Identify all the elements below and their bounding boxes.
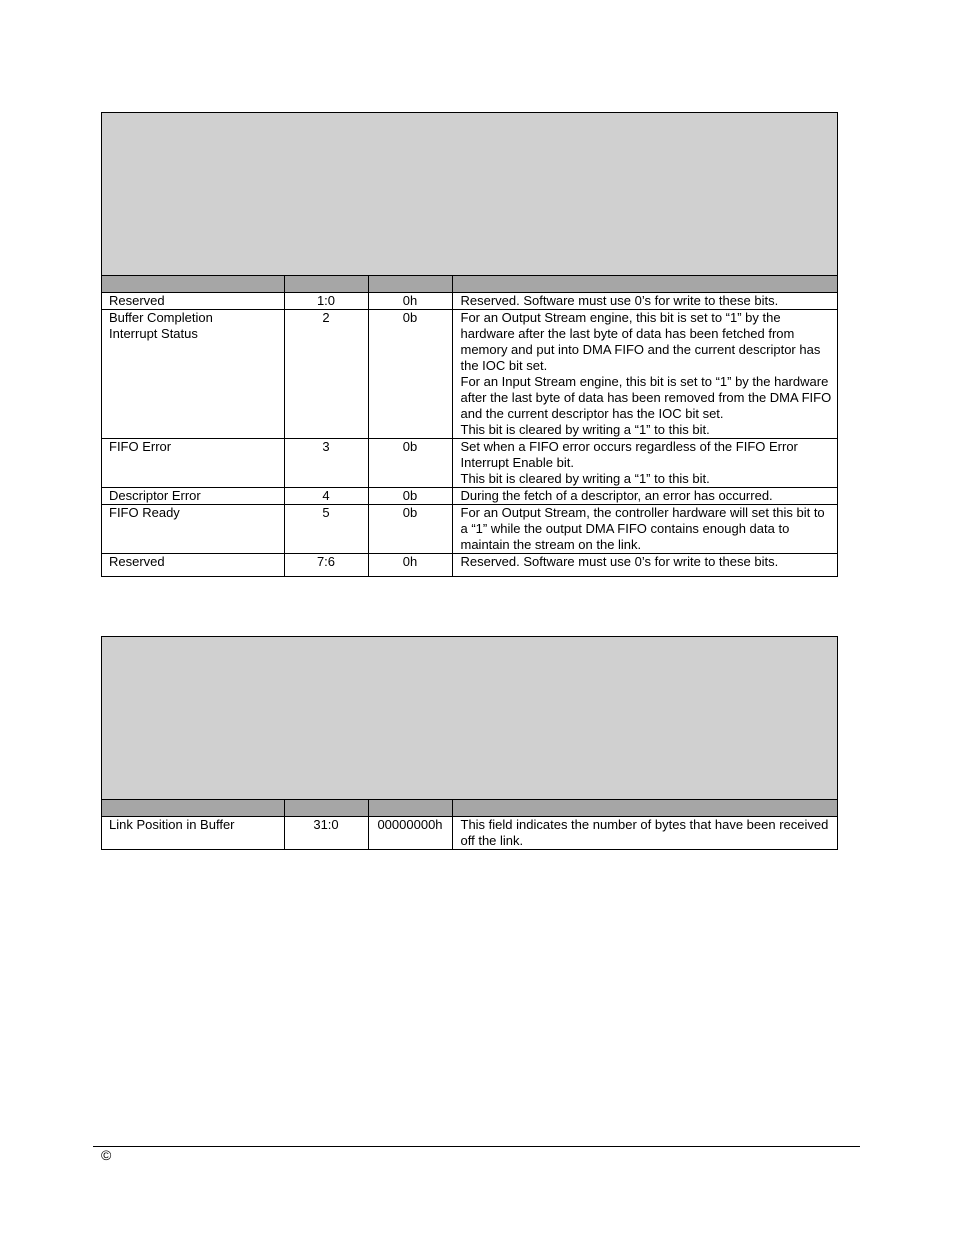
column-header (284, 276, 368, 293)
field-name: Reserved (102, 554, 284, 576)
footer-divider (93, 1146, 860, 1147)
field-description (452, 554, 837, 576)
field-table (102, 799, 837, 849)
field-name: Descriptor Error (102, 488, 284, 505)
field-name: FIFO Ready (102, 505, 284, 554)
field-bits: 7:6 (284, 554, 368, 576)
field-bits: 5 (284, 505, 368, 554)
table-row (102, 554, 837, 576)
register-header (102, 637, 837, 799)
column-header (284, 800, 368, 817)
table-row (102, 439, 837, 488)
column-header (102, 800, 284, 817)
table-row (102, 488, 837, 505)
description-line: For an Output Stream, the controller hardware will set this bit to a “1” while the output DMA FIFO contains enough data to maintain the stream on the link. (460, 505, 825, 552)
field-description (452, 310, 837, 439)
field-default: 0b (368, 505, 452, 554)
field-bits: 4 (284, 488, 368, 505)
field-bits: 1:0 (284, 293, 368, 310)
description-line: Reserved. Software must use 0’s for write to these bits. (460, 293, 779, 308)
field-description (452, 439, 837, 488)
register-header (102, 113, 837, 275)
field-default: 0b (368, 310, 452, 439)
table-row (102, 310, 837, 439)
description-line: Set when a FIFO error occurs regardless of the FIFO Error Interrupt Enable bit. (460, 439, 798, 470)
description-line: This field indicates the number of bytes that have been received off the link. (460, 817, 829, 848)
table-row (102, 505, 837, 554)
table-row (102, 293, 837, 310)
field-name: Link Position in Buffer (109, 817, 235, 832)
field-bits: 31:0 (284, 817, 368, 850)
field-name: Reserved (109, 293, 165, 308)
column-header-row (102, 800, 837, 817)
description-line: This bit is cleared by writing a “1” to this bit. (460, 422, 710, 437)
description-line: For an Input Stream engine, this bit is set to “1” by the hardware after the last byte of data has been removed from the DMA FIFO and the current descriptor has the IOC bit set. (460, 374, 832, 421)
field-default: 0b (368, 488, 452, 505)
column-header (368, 276, 452, 293)
field-table (102, 275, 837, 576)
column-header (102, 276, 284, 293)
column-header (452, 276, 837, 293)
field-description (452, 817, 837, 850)
field-description (452, 505, 837, 554)
field-bits: 2 (284, 310, 368, 439)
field-name: Buffer Completion Interrupt Status (102, 310, 284, 439)
description-line: For an Output Stream engine, this bit is set to “1” by the hardware after the last byte of data has been fetched from memory and put into DMA FIFO and the current descriptor has the IOC bit set. (460, 310, 821, 373)
field-description (452, 488, 837, 505)
field-description (452, 293, 837, 310)
column-header-row (102, 276, 837, 293)
description-line: This bit is cleared by writing a “1” to this bit. (460, 471, 710, 486)
field-default: 0h (368, 554, 452, 576)
description-line: During the fetch of a descriptor, an error has occurred. (460, 488, 773, 503)
field-default: 00000000h (368, 817, 452, 850)
register-table-link-position (101, 636, 838, 850)
copyright-symbol: © (101, 1147, 112, 1163)
column-header (452, 800, 837, 817)
field-default: 0h (368, 293, 452, 310)
column-header (368, 800, 452, 817)
description-line: Reserved. Software must use 0’s for write to these bits. (460, 554, 779, 569)
register-table-stream-status (101, 112, 838, 577)
field-name: FIFO Error (102, 439, 284, 488)
table-row (102, 817, 837, 850)
field-bits: 3 (284, 439, 368, 488)
field-default: 0b (368, 439, 452, 488)
